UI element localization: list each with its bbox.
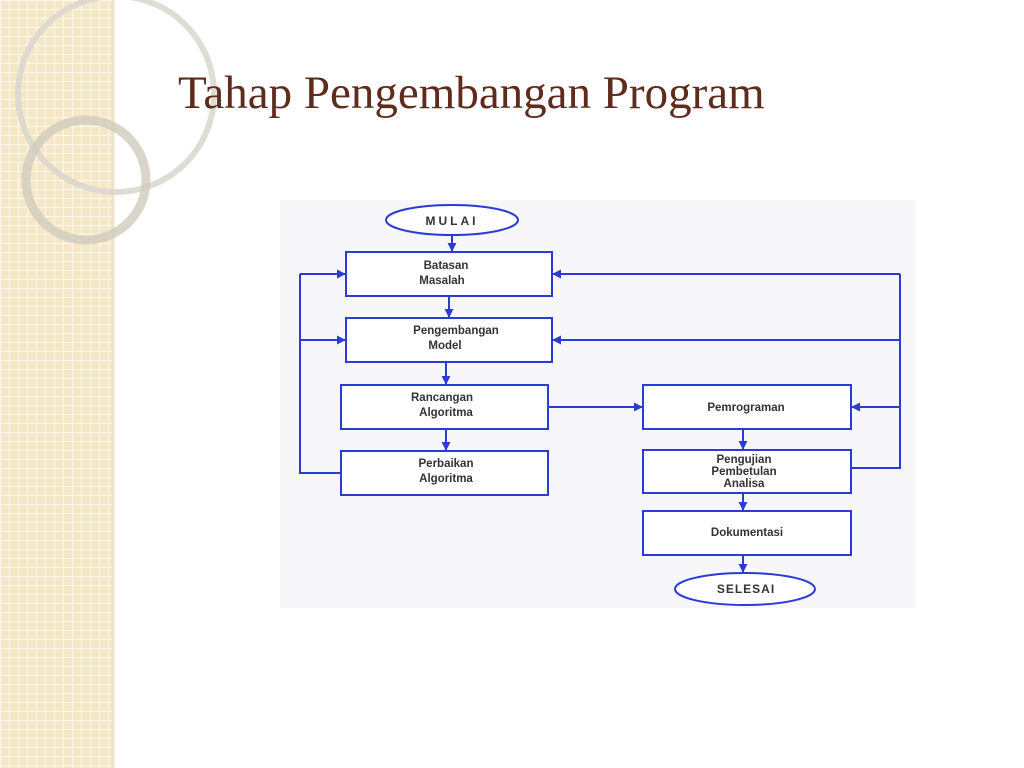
label-pemrograman: Pemrograman	[707, 402, 785, 414]
label-perbaikan-line2: Algoritma	[419, 473, 473, 485]
label-model-line1: Pengembangan	[413, 325, 499, 337]
loop-perbaikan-left	[300, 274, 341, 473]
label-pengujian-line1: Pengujian	[716, 454, 772, 466]
label-pengujian-line2: Pembetulan	[711, 466, 777, 478]
page-title: Tahap Pengembangan Program	[178, 67, 765, 119]
label-model-line2: Model	[428, 340, 462, 352]
label-perbaikan-line1: Perbaikan	[418, 458, 474, 470]
label-pengujian-line3: Analisa	[723, 478, 765, 490]
loop-pengujian-right	[851, 274, 900, 468]
label-selesai: SELESAI	[716, 582, 776, 596]
label-rancangan-line1: Rancangan	[411, 392, 473, 404]
node-batasan-masalah	[346, 252, 552, 296]
label-rancangan-line2: Algoritma	[419, 407, 473, 419]
label-batasan-line2: Masalah	[419, 275, 465, 287]
label-dokumentasi: Dokumentasi	[710, 527, 784, 539]
label-batasan-line1: Batasan	[423, 260, 469, 272]
label-mulai: MULAI	[425, 214, 479, 228]
